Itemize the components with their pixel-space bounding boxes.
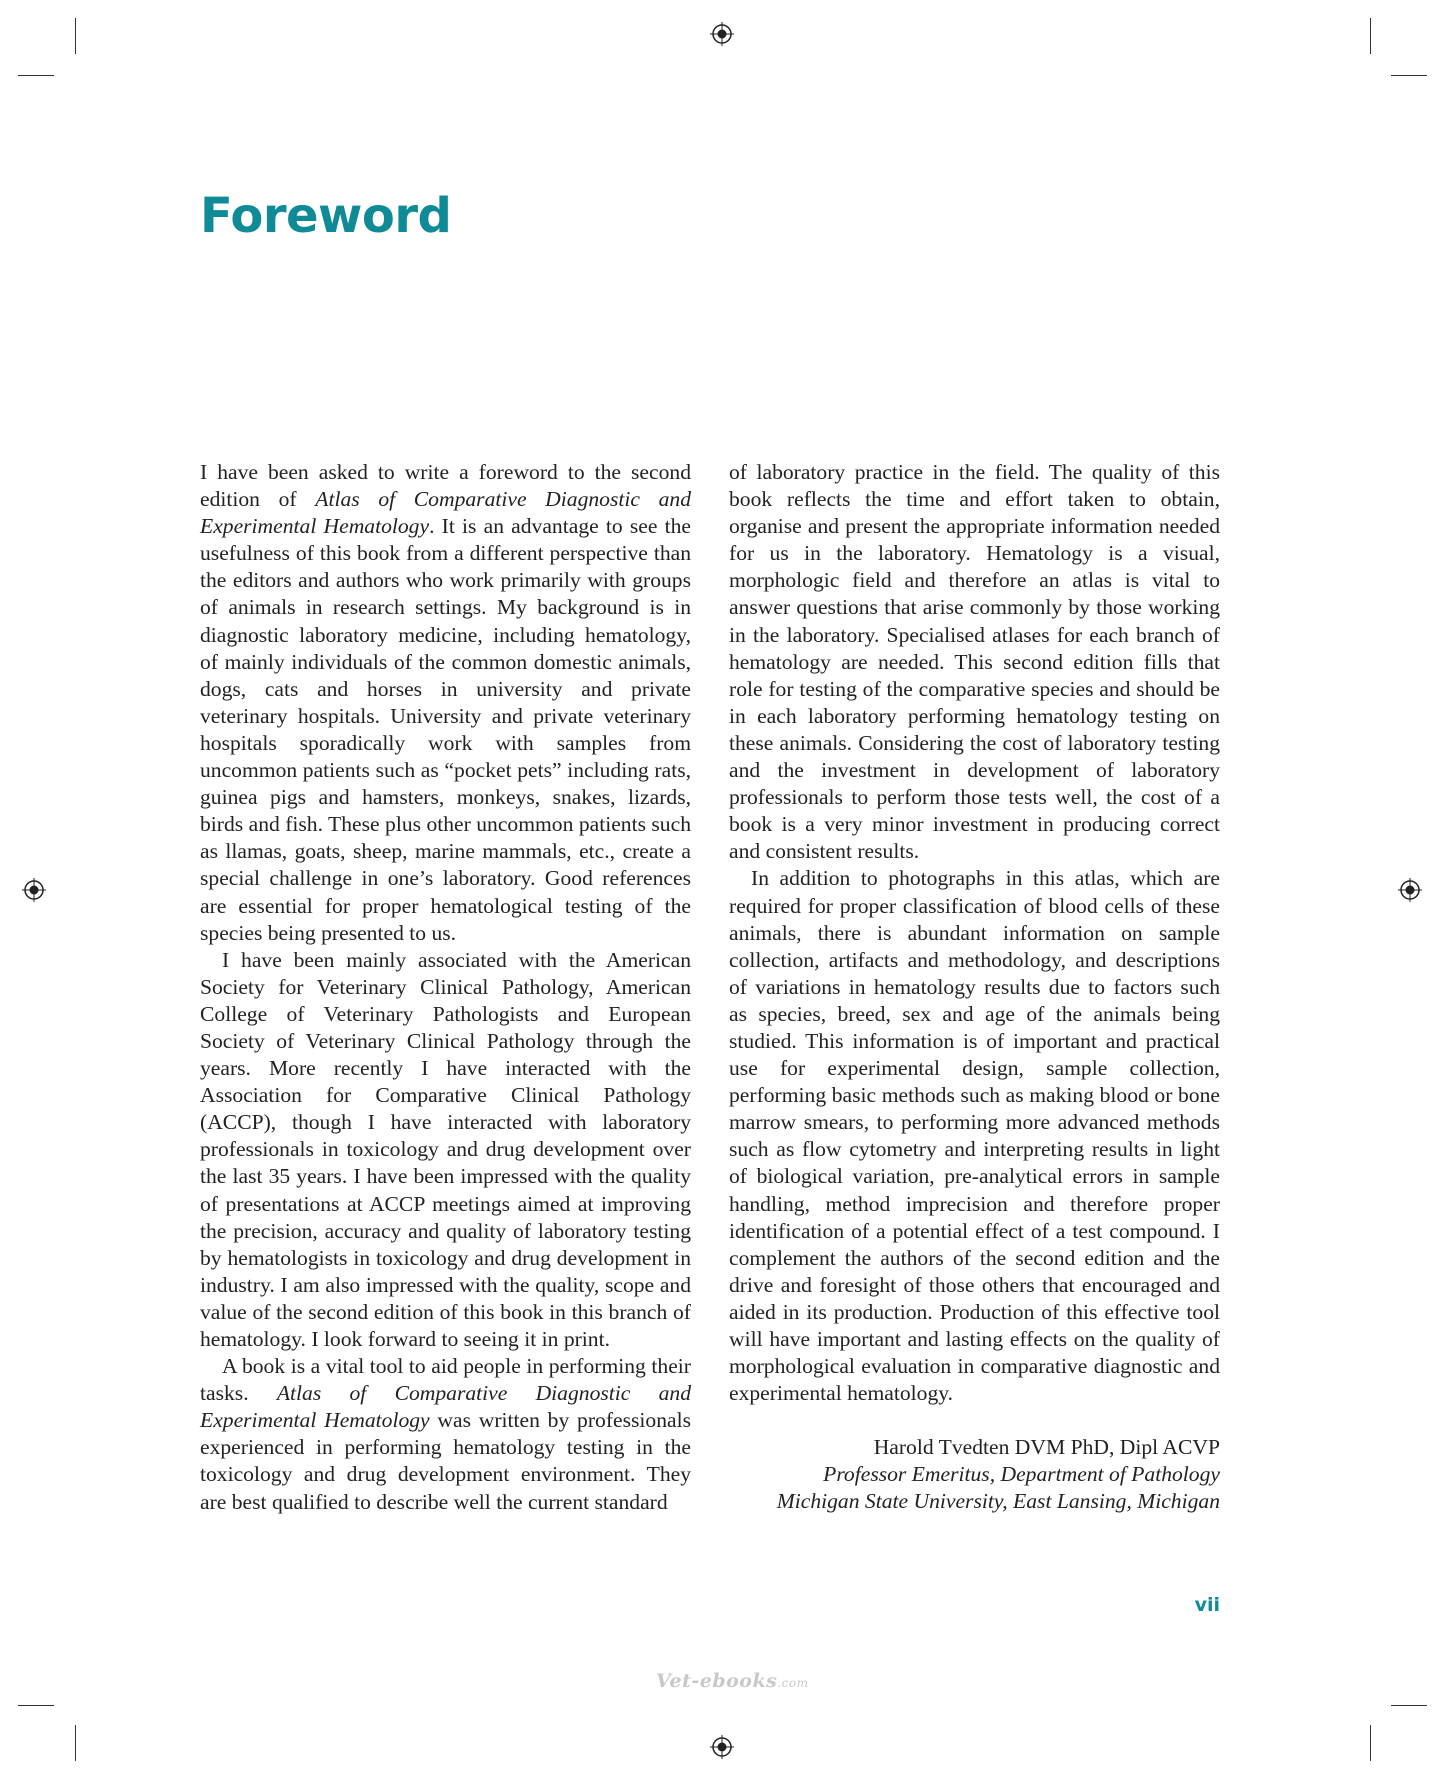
registration-mark-icon (710, 22, 734, 46)
author-affiliation: Professor Emeritus, Department of Pathology (823, 1462, 1220, 1487)
right-column (729, 459, 1220, 1516)
paragraph: of laboratory practice in the field. The quality of this book reflects the time and effort taken to obtain, organise and present the appropriate information needed for us in the laboratory. Hematology is a visual, morphologic field and therefore an atlas is vital to answer questions that arise commonly by those working in the laboratory. Specialised atlases for each branch of hematology are needed. This second edition fills that role for testing of the comparative species and should be in each laboratory performing hematology testing on these animals. Considering the cost of laboratory testing and the investment in development of laboratory professionals to perform those tests well, the cost of a book is a very minor investment in producing correct and consistent results. (729, 460, 1220, 864)
author-affiliation: Michigan State University, East Lansing, Michigan (776, 1489, 1220, 1514)
paragraph: I have been asked to write a foreword to the second edition of Atlas of Comparative Diagnostic and Experimental Hematology. It is an advantage to see the usefulness of this book from a different perspective than the editors and authors who work primarily with groups of animals in research settings. My background is in diagnostic laboratory medicine, including hematology, of mainly individuals of the common domestic animals, dogs, cats and horses in university and private veterinary hospitals. University and private veterinary hospitals sporadically work with samples from uncommon patients such as “pocket pets” including rats, guinea pigs and hamsters, monkeys, snakes, lizards, birds and fish. These plus other uncommon patients such as llamas, goats, sheep, marine mammals, etc., create a special challenge in one’s laboratory. Good references are essential for proper hematological testing of the species being presented to us. (200, 460, 691, 945)
paragraph: I have been mainly associated with the American Society for Veterinary Clinical Pathology, American College of Veterinary Pathologists and European Society of Veterinary Clinical Pathology through the years. More recently I have interacted with the Association for Comparative Clinical Pathology (ACCP), though I have interacted with laboratory professionals in toxicology and drug development over the last 35 years. I have been impressed with the quality of presentations at ACCP meetings aimed at improving the precision, accuracy and quality of laboratory testing by hematologists in toxicology and drug development in industry. I am also impressed with the quality, scope and value of the second edition of this book in this branch of hematology. I look forward to seeing it in print. (200, 947, 691, 1351)
book-title: Atlas of Comparative Diagnostic and Experimental Hematology (200, 1381, 692, 1433)
crop-mark (1391, 75, 1427, 76)
page-number: vii (1194, 1594, 1220, 1616)
registration-mark-icon (22, 878, 46, 902)
registration-mark-icon (710, 1735, 734, 1759)
crop-mark (75, 18, 76, 54)
crop-mark (75, 1725, 76, 1761)
signature-block (729, 1434, 1220, 1515)
crop-mark (1370, 18, 1371, 54)
watermark: Vet-ebooks.com (656, 1670, 809, 1692)
page-title: Foreword (200, 188, 452, 244)
crop-mark (1391, 1705, 1427, 1706)
book-title: Atlas of Comparative Diagnostic and Experimental Hematology (200, 487, 691, 539)
author-name: Harold Tvedten DVM PhD, Dipl ACVP (873, 1435, 1220, 1460)
crop-mark (18, 1705, 54, 1706)
paragraph: In addition to photographs in this atlas, which are required for proper classification of blood cells of these animals, there is abundant information on sample collection, artifacts and methodology, and descriptions of variations in hematology results due to factors such as species, breed, sex and age of the animals being studied. This information is of important and practical use for experimental design, sample collection, performing basic methods such as making blood or bone marrow smears, to performing more advanced methods such as flow cytometry and interpreting results in light of biological variation, pre-analytical errors in sample handling, method imprecision and therefore proper identification of a potential effect of a test compound. I complement the authors of the second edition and the drive and foresight of those others that encouraged and aided in its production. Production of this effective tool will have important and lasting effects on the quality of morphological evaluation in comparative diagnostic and experimental hematology. (729, 866, 1220, 1406)
crop-mark (1370, 1725, 1371, 1761)
crop-mark (18, 75, 54, 76)
paragraph: A book is a vital tool to aid people in performing their tasks. Atlas of Comparative Diagnostic and Experimental Hematology was written by professionals experienced in performing hematology testing in the toxicology and drug development environment. They are best qualified to describe well the current standard (200, 1354, 692, 1514)
registration-mark-icon (1398, 878, 1422, 902)
left-column (200, 459, 691, 1516)
